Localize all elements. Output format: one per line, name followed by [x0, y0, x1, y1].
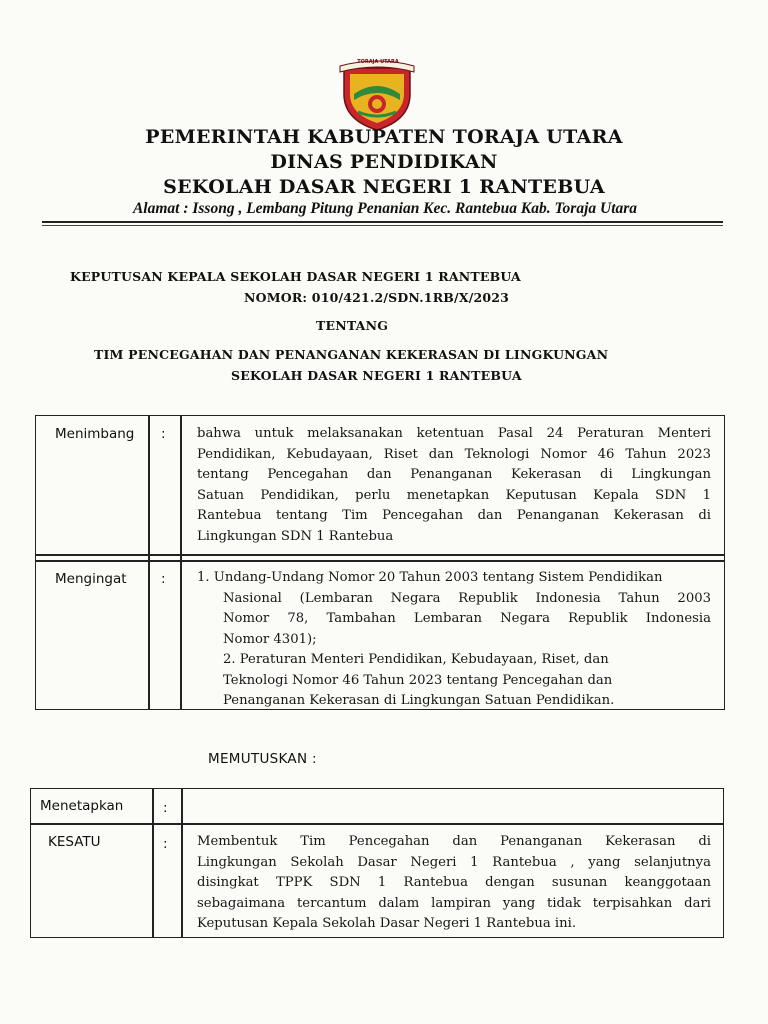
- recalling-line: 1. Undang-Undang Nomor 20 Tahun 2003 tentang Sistem Pendidikan: [197, 570, 663, 585]
- letterhead-divider: [42, 221, 723, 223]
- recalling-line: Nomor 4301);: [223, 631, 317, 647]
- stipulate-label: Menetapkan: [40, 798, 124, 814]
- considering-line: Pendidikan, Kebudayaan, Riset dan Teknologi Nomor 46 Tahun 2023: [197, 446, 711, 462]
- recalling-colon: :: [161, 571, 166, 587]
- stipulate-colon: :: [163, 800, 168, 816]
- table-row-divider: [35, 554, 725, 556]
- first-article-colon: :: [163, 836, 168, 852]
- considering-line: bahwa untuk melaksanakan ketentuan Pasal 24 Peraturan Menteri: [197, 426, 711, 441]
- considering-line: Rantebua tentang Tim Pencegahan dan Penanganan Kekerasan di: [197, 508, 711, 523]
- school-name: SEKOLAH DASAR NEGERI 1 RANTEBUA: [163, 176, 605, 198]
- decree-about: TENTANG: [316, 318, 389, 333]
- first-article-line: disingkat TPPK SDN 1 Rantebua dengan susunan keanggotaan: [197, 875, 711, 890]
- first-article-line: sebagaimana tercantum dalam lampiran yang tidak terpisahkan dari: [197, 895, 711, 911]
- table-divider: [180, 415, 182, 710]
- recalling-text: [197, 568, 711, 712]
- table-divider: [152, 788, 154, 938]
- first-article-label: KESATU: [48, 834, 101, 850]
- recalling-label: Mengingat: [55, 571, 127, 587]
- government-name: PEMERINTAH KABUPATEN TORAJA UTARA: [145, 126, 623, 148]
- department-name: DINAS PENDIDIKAN: [270, 151, 498, 173]
- considering-line: Lingkungan SDN 1 Rantebua: [197, 528, 394, 544]
- school-address: Alamat : Issong , Lembang Pitung Penanian Kec. Rantebua Kab. Toraja Utara: [132, 200, 638, 217]
- recalling-line: 2. Peraturan Menteri Pendidikan, Kebudayaan, Riset, dan: [223, 652, 609, 667]
- considering-text: [197, 424, 711, 547]
- decree-subject-line2: SEKOLAH DASAR NEGERI 1 RANTEBUA: [231, 368, 522, 383]
- considering-colon: :: [161, 426, 166, 442]
- table-divider: [181, 788, 183, 938]
- decree-title: KEPUTUSAN KEPALA SEKOLAH DASAR NEGERI 1 RANTEBUA: [70, 269, 521, 284]
- table-row-divider: [30, 823, 724, 825]
- recalling-line: Nasional (Lembaran Negara Republik Indonesia Tahun 2003: [223, 590, 711, 606]
- decree-number: NOMOR: 010/421.2/SDN.1RB/X/2023: [244, 290, 510, 305]
- considering-line: Satuan Pendidikan, perlu menetapkan Keputusan Kepala SDN 1: [197, 487, 711, 503]
- considering-line: tentang Pencegahan dan Penanganan Kekerasan di Lingkungan: [197, 467, 711, 482]
- recalling-line: Nomor 78, Tambahan Lembaran Negara Republik Indonesia: [223, 611, 711, 626]
- decides-heading: MEMUTUSKAN :: [208, 751, 317, 767]
- recalling-line: Teknologi Nomor 46 Tahun 2023 tentang Pencegahan dan: [223, 672, 613, 688]
- table-divider: [148, 415, 150, 710]
- first-article-text: [197, 832, 711, 935]
- first-article-line: Lingkungan Sekolah Dasar Negeri 1 Rantebua , yang selanjutnya: [197, 854, 711, 870]
- logo-banner-text: TORAJA UTARA: [357, 59, 399, 65]
- decree-subject-line1: TIM PENCEGAHAN DAN PENANGANAN KEKERASAN DI LINGKUNGAN: [94, 347, 609, 362]
- regency-logo-icon: [334, 54, 420, 132]
- first-article-line: Membentuk Tim Pencegahan dan Penanganan Kekerasan di: [197, 834, 711, 849]
- letterhead-divider-thin: [42, 225, 723, 226]
- recalling-line: Penanganan Kekerasan di Lingkungan Satuan Pendidikan.: [223, 693, 615, 708]
- first-article-line: Keputusan Kepala Sekolah Dasar Negeri 1 Rantebua ini.: [197, 916, 577, 931]
- considering-label: Menimbang: [55, 426, 135, 442]
- table-row-divider: [35, 560, 725, 562]
